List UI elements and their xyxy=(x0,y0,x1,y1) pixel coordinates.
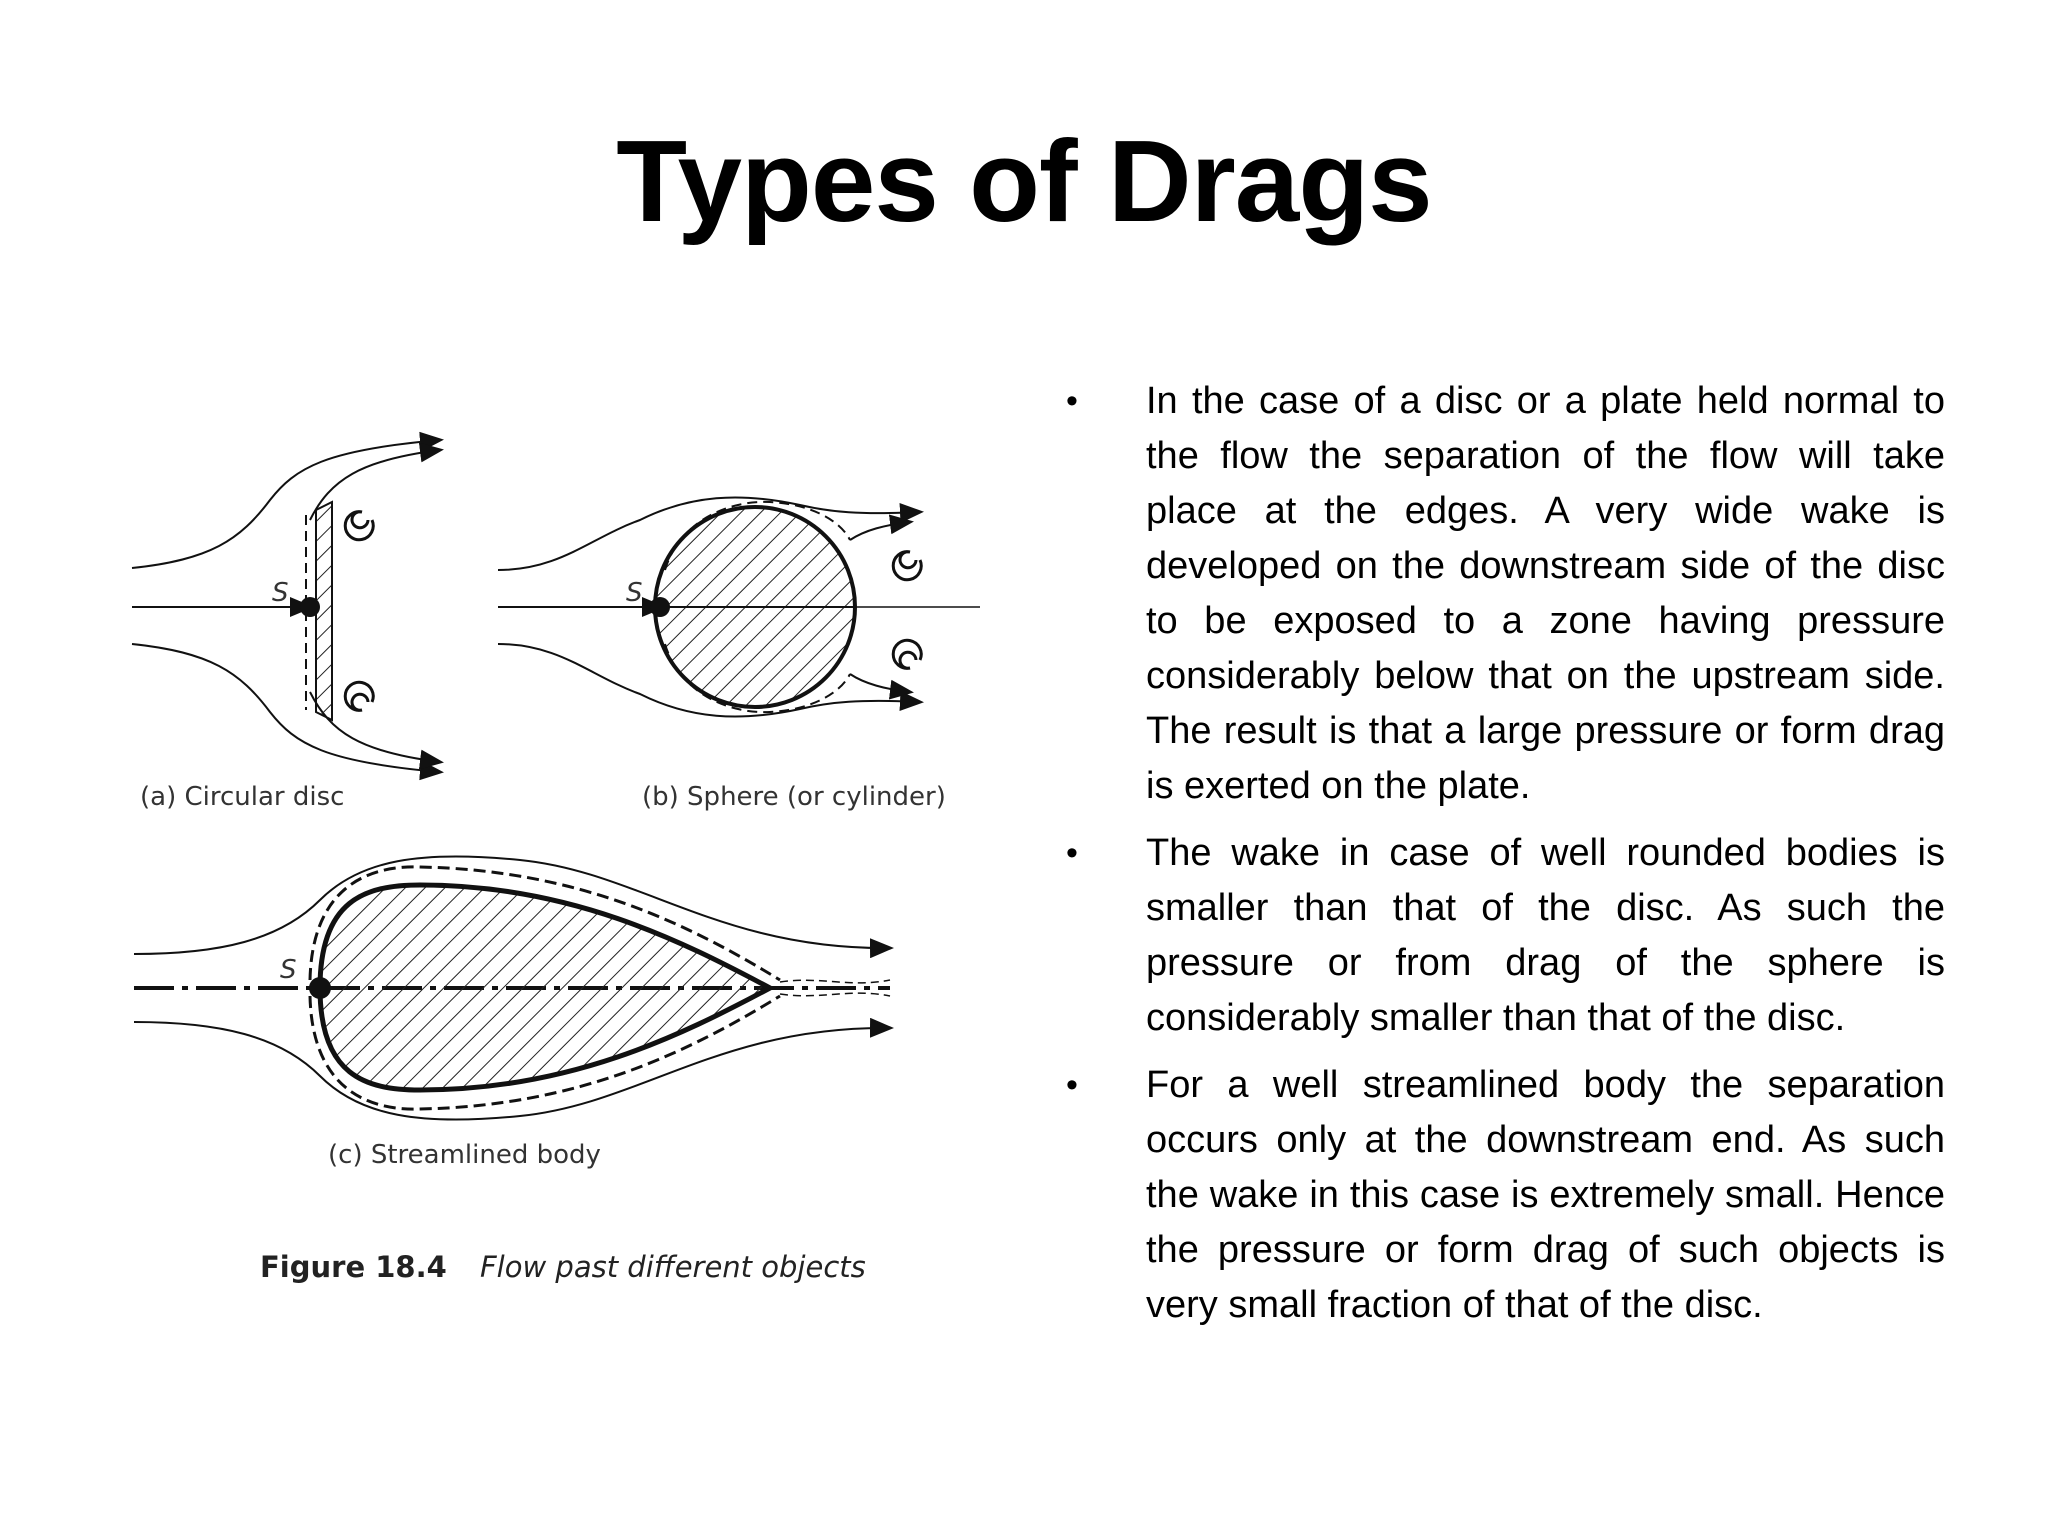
slide-title: Types of Drags xyxy=(616,116,1432,246)
streamlined-body-diagram xyxy=(134,856,890,1119)
figure-description: Flow past different objects xyxy=(480,1250,866,1284)
flow-figure xyxy=(120,420,1000,1320)
bullet-item xyxy=(1060,1058,1945,1333)
bullet-list xyxy=(1060,374,1945,1345)
bullet-text: For a well streamlined body the separation occurs only at the downstream end. As such the wake in this case is extremely small. Hence the pressure or form drag of such objects is very small fraction of that of the disc. xyxy=(1146,1064,1945,1326)
bullet-dot: • xyxy=(1066,1066,1078,1104)
subfigure-c-label: (c) Streamlined body xyxy=(328,1140,601,1170)
bullet-text: In the case of a disc or a plate held normal to the flow the separation of the flow will take place at the edges. A very wide wake is developed on the downstream side of the disc to be exposed to a zone having pressure considerably below that on the upstream side. The result is that a large pressure or form drag is exerted on the plate. xyxy=(1146,380,1945,807)
subfigure-b-label: (b) Sphere (or cylinder) xyxy=(642,782,946,812)
subfigure-a-label: (a) Circular disc xyxy=(140,782,345,812)
flow-diagram xyxy=(120,420,1000,1320)
stagnation-label-c: S xyxy=(280,955,297,985)
bullet-dot: • xyxy=(1066,382,1078,420)
figure-number: Figure 18.4 xyxy=(260,1250,447,1284)
bullet-text: The wake in case of well rounded bodies is smaller than that of the disc. As such the pressure or from drag of the sphere is considerably smaller than that of the disc. xyxy=(1146,832,1945,1039)
figure-caption xyxy=(260,1250,866,1284)
stagnation-label-a: S xyxy=(272,578,289,608)
bullet-item xyxy=(1060,374,1945,814)
stagnation-label-b: S xyxy=(626,578,643,608)
bullet-dot: • xyxy=(1066,834,1078,872)
sphere-diagram xyxy=(498,497,980,716)
bullet-item xyxy=(1060,826,1945,1046)
